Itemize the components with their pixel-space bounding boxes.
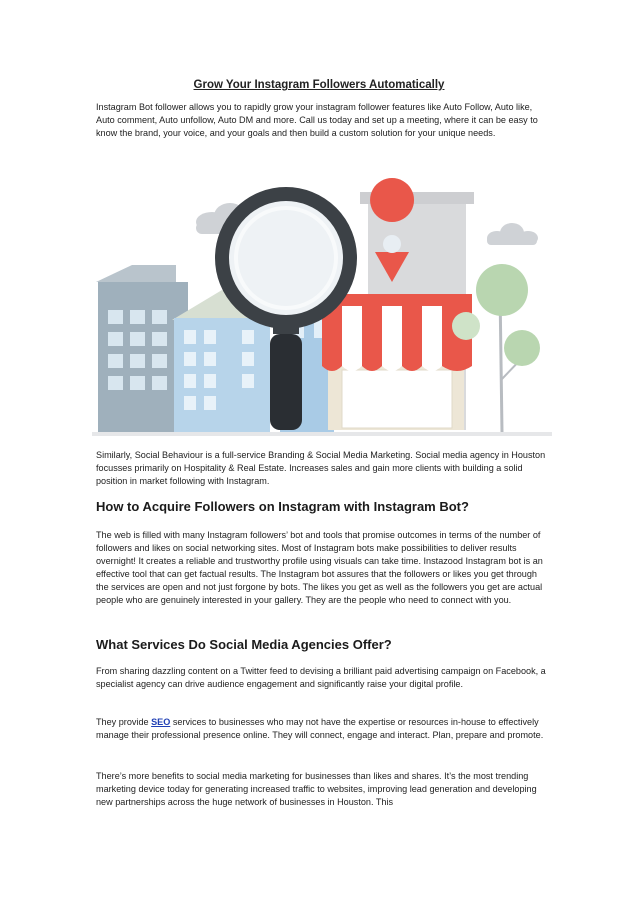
seo-link[interactable]: SEO: [151, 717, 171, 727]
seo-text-before: They provide: [96, 717, 152, 727]
paragraph-services: From sharing dazzling content on a Twitter feed to devising a brilliant paid advertising campaign on Facebook, a specialist agency can drive audience engagement and significantly raise your digital profile.: [96, 666, 546, 689]
heading-services: What Services Do Social Media Agencies Offer?: [96, 637, 392, 652]
intro-paragraph: Instagram Bot follower allows you to rapidly grow your instagram follower features like Auto Follow, Auto like, Auto comment, Auto unfollow, Auto DM and more. Call us today and set up a meeting, where it can be easy to know the brand, your voice, and your goals and then build a custom solution for your unique needs.: [96, 102, 538, 138]
document-title: Grow Your Instagram Followers Automatically: [193, 79, 445, 91]
paragraph-similarly: Similarly, Social Behaviour is a full-service Branding & Social Media Marketing. Social media agency in Houston focusses primarily on Hospitality & Real Estate. Increases sales and gain more clients with building a solid position in market following with Instagram.: [96, 450, 546, 486]
cloud-icon: [487, 223, 538, 245]
instagram-growth-illustration: [92, 170, 552, 440]
paragraph-acquire: The web is filled with many Instagram followers’ bot and tools that promise outcomes in terms of the number of followers and likes on social networking sites. Most of Instagram bots make possibilities to deliver results overnight! It creates a reliable and trustworthy profile using visuals can take time. Instazood Instagram bot is an effective tool that can get factual results. The Instagram bot assures that the followers or likes you get through the services are open and not just forgone by bots. The likes you get as well as the followers you get are actual people who are genuinely interested in your gallery. They are the people who need to connect with you.: [96, 530, 543, 605]
seo-text-after: services to businesses who may not have the expertise or resources in-house to effectively manage their professional presence online. They will connect, engage and interact. Plan, prepare and promote.: [96, 717, 544, 740]
paragraph-seo: [96, 716, 546, 742]
awning-icon: [322, 294, 472, 371]
paragraph-benefits: There’s more benefits to social media marketing for businesses than likes and shares. It’s the most trending marketing device today for generating increased traffic to websites, improving lead generation and developing new partnerships across the huge network of businesses in Houston. This: [96, 771, 537, 807]
heading-acquire-followers: How to Acquire Followers on Instagram with Instagram Bot?: [96, 499, 469, 514]
